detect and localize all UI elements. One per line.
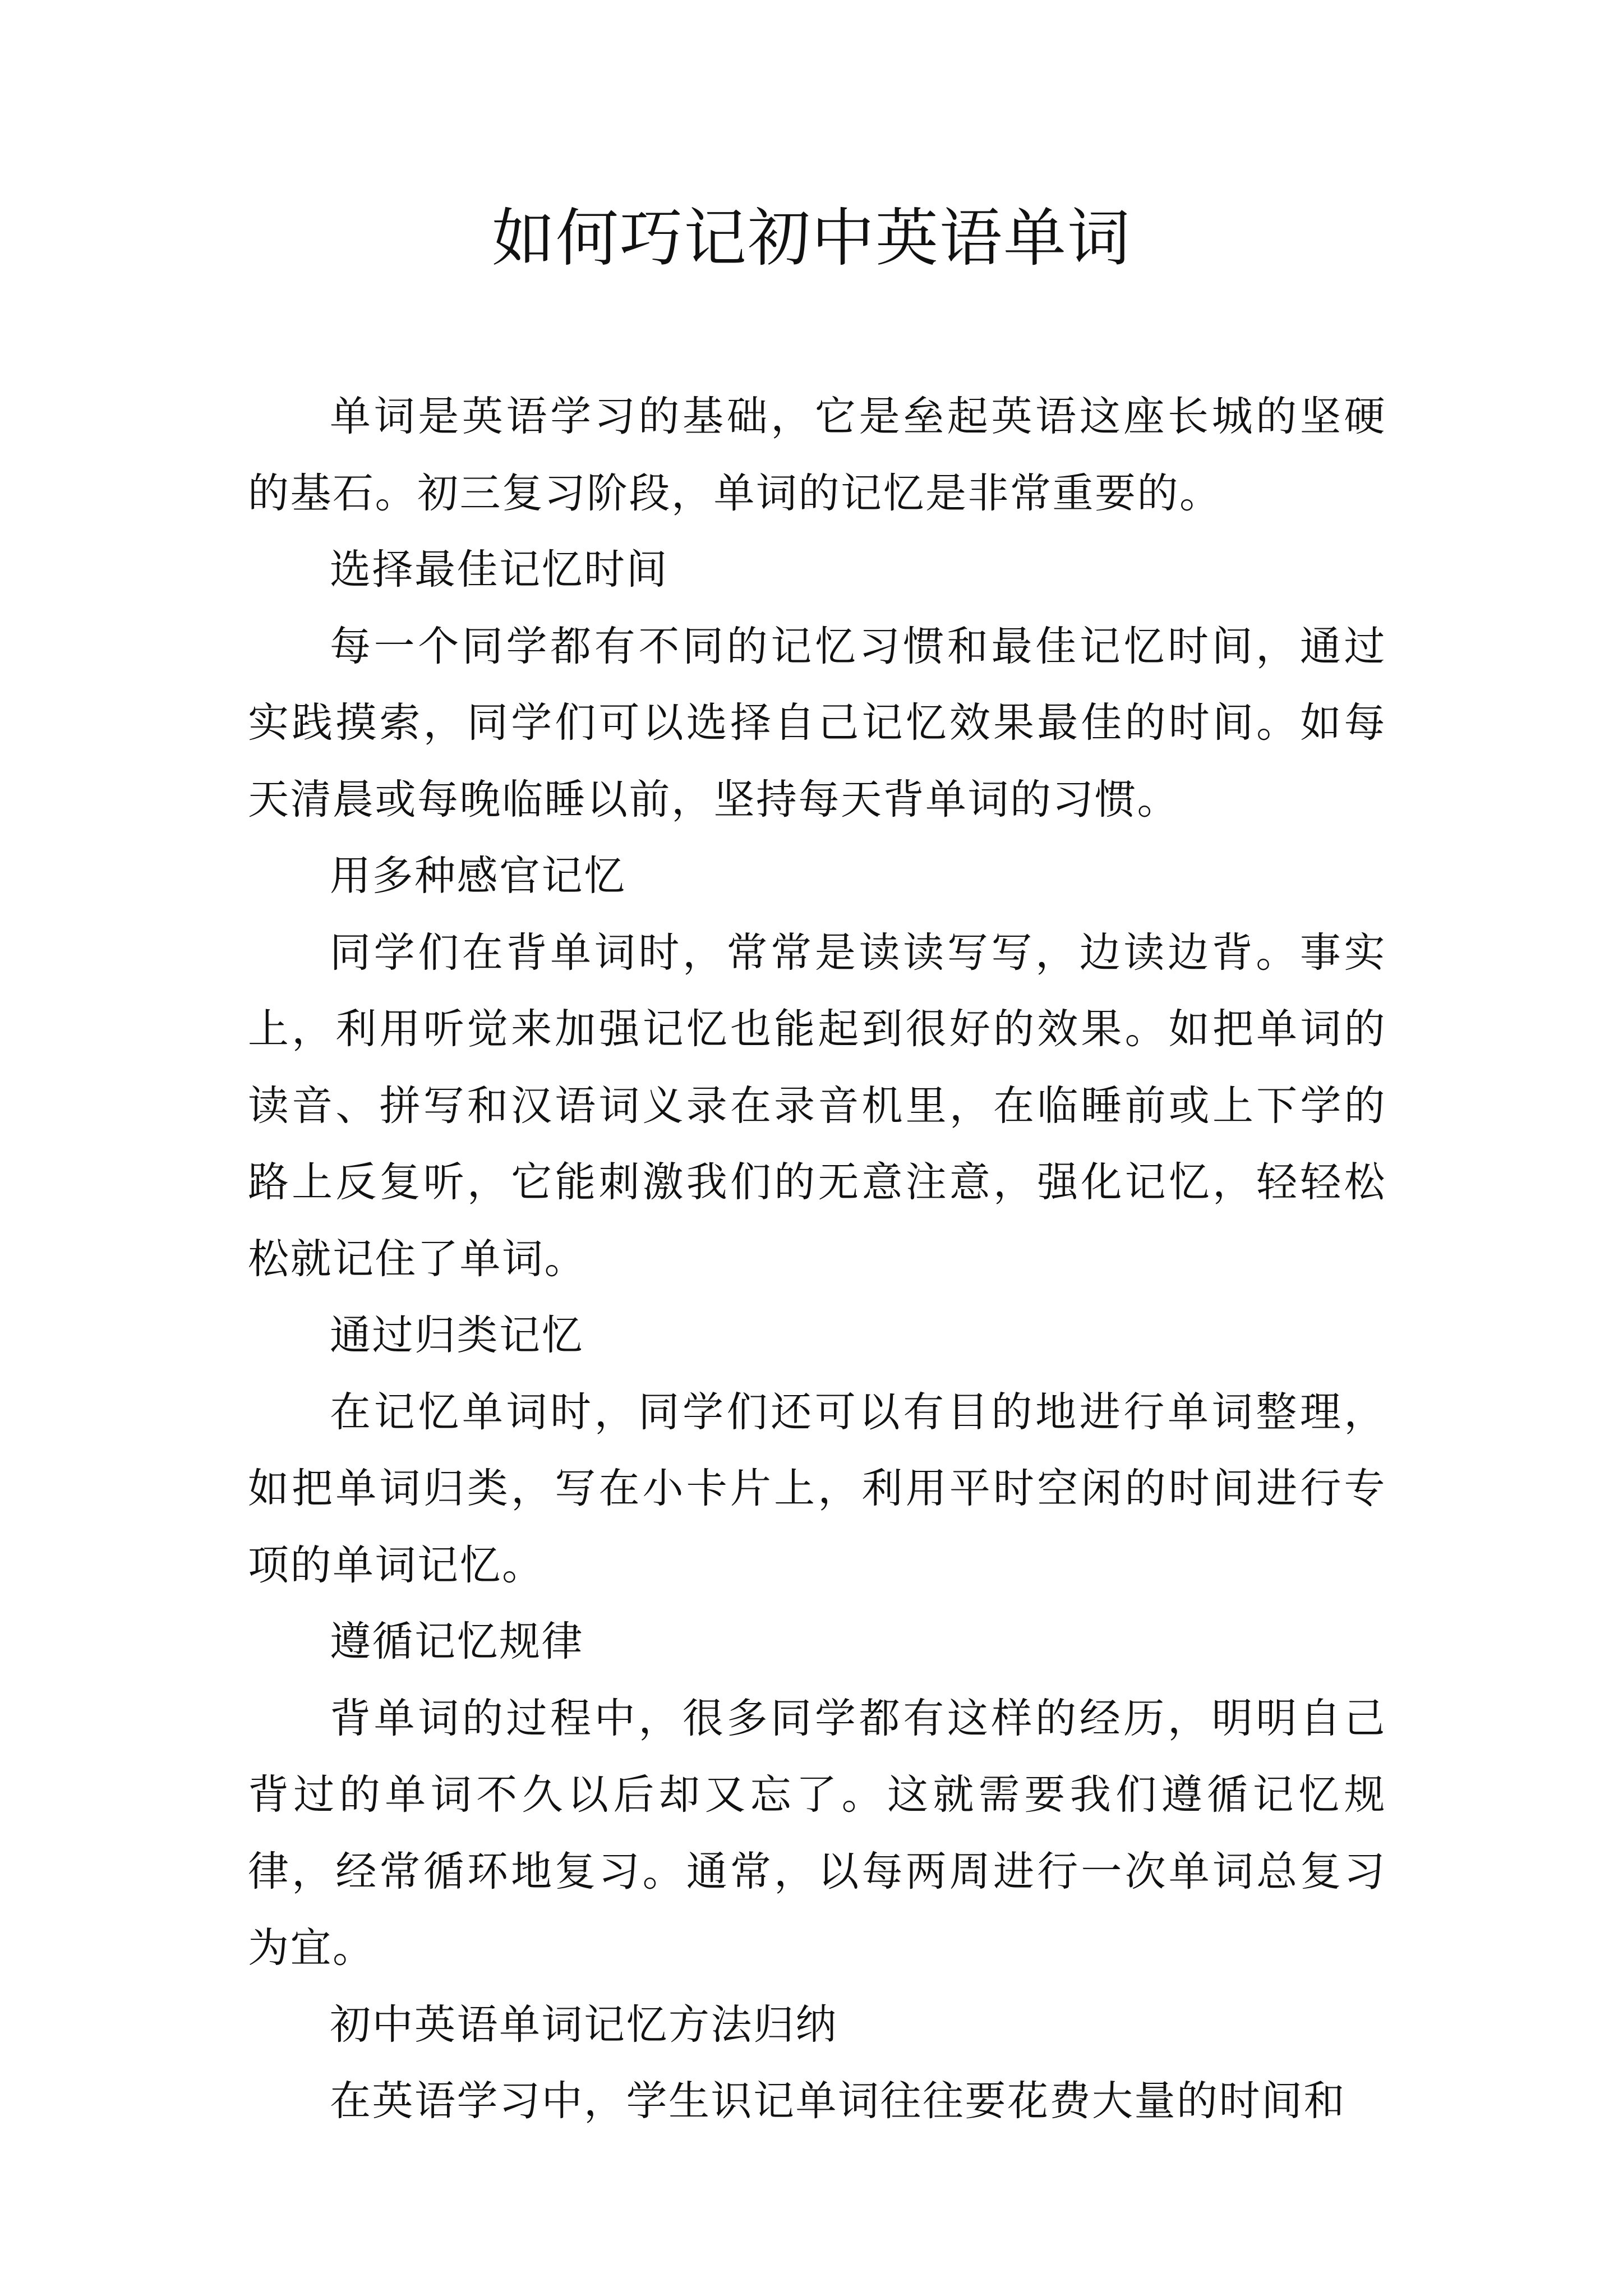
paragraph-memory-rules: 背单词的过程中，很多同学都有这样的经历，明明自己背过的单词不久以后却又忘了。这就需要我们遵循记忆规律，经常循环地复习。通常，以每两周进行一次单词总复习为宜。 [248, 1694, 1386, 1972]
section-heading-best-time: 选择最佳记忆时间 [330, 546, 668, 593]
section-heading-memory-rules: 遵循记忆规律 [330, 1618, 584, 1665]
paragraph-multi-senses: 同学们在背单词时，常常是读读写写，边读边背。事实上，利用听觉来加强记忆也能起到很好的效果。如把单词的读音、拼写和汉语词义录在录音机里，在临睡前或上下学的路上反复听，它能刺激我们的无意注意，强化记忆，轻轻松松就记住了单词。 [248, 928, 1386, 1283]
section-heading-multi-senses: 用多种感官记忆 [330, 852, 626, 900]
document-title: 如何巧记初中英语单词 [492, 202, 1131, 275]
intro-paragraph: 单词是英语学习的基础，它是垒起英语这座长城的坚硬的基石。初三复习阶段，单词的记忆是非常重要的。 [248, 393, 1386, 517]
section-heading-categorize: 通过归类记忆 [330, 1312, 584, 1359]
paragraph-methods-summary: 在英语学习中，学生识记单词往往要花费大量的时间和 [330, 2077, 1346, 2125]
paragraph-categorize: 在记忆单词时，同学们还可以有目的地进行单词整理，如把单词归类，写在小卡片上，利用平时空闲的时间进行专项的单词记忆。 [248, 1388, 1386, 1589]
section-heading-methods-summary: 初中英语单词记忆方法归纳 [330, 2000, 838, 2049]
document-body [248, 379, 1386, 2140]
paragraph-best-time: 每一个同学都有不同的记忆习惯和最佳记忆时间，通过实践摸索，同学们可以选择自己记忆效果最佳的时间。如每天清晨或每晚临睡以前，坚持每天背单词的习惯。 [248, 622, 1386, 823]
